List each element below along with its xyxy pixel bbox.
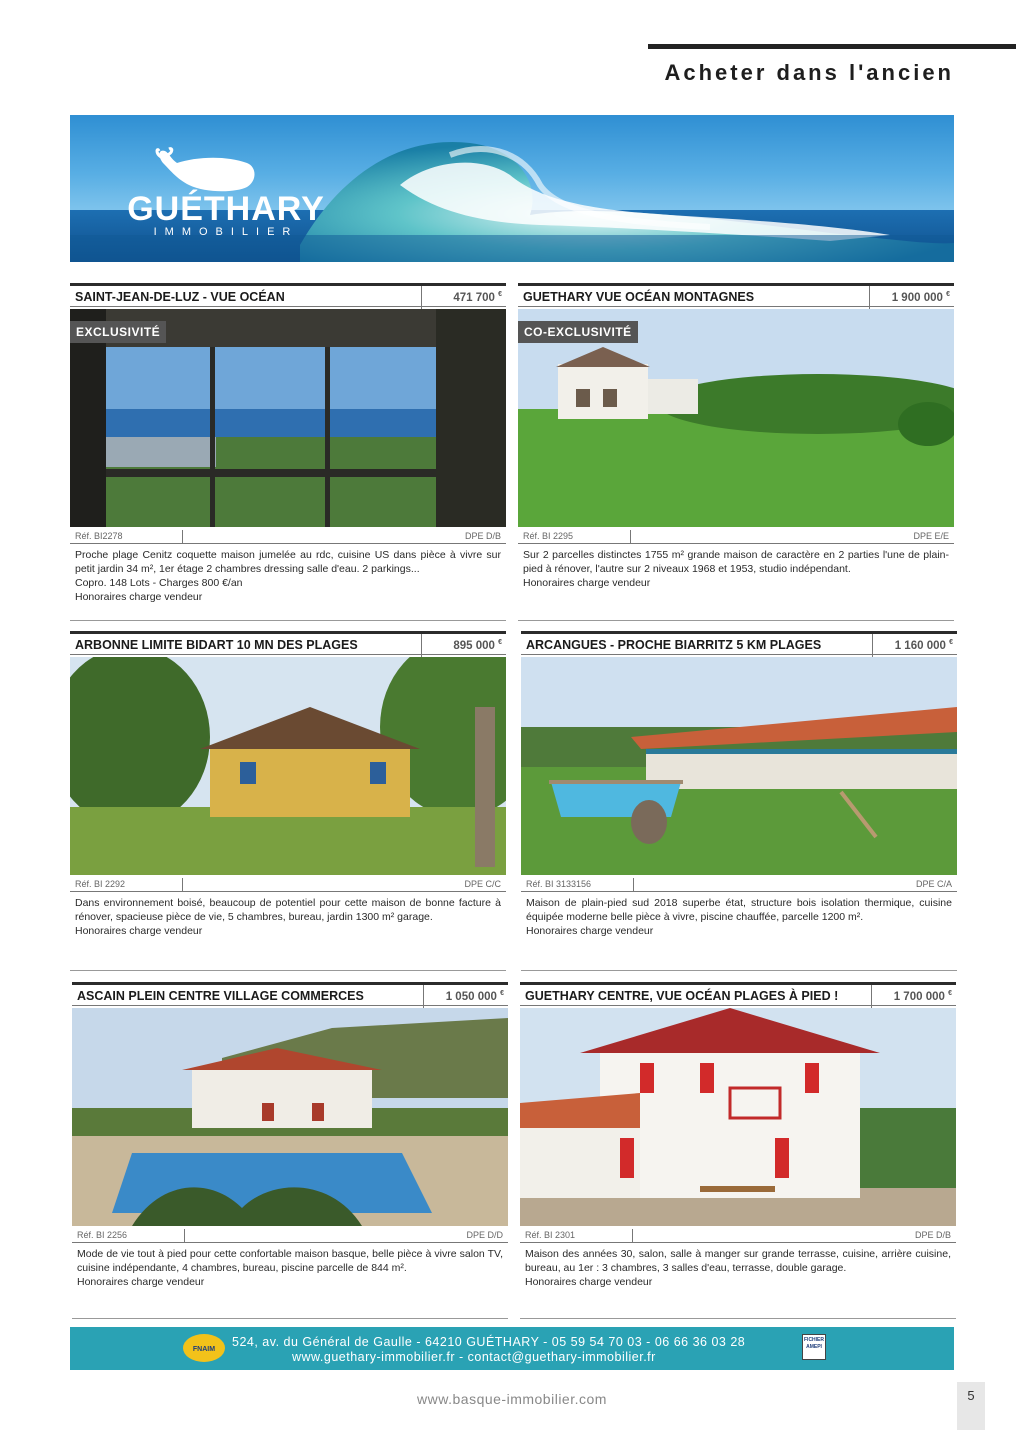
whale-logo-icon [155,145,259,195]
listing-description: Proche plage Cenitz coquette maison jumelée au rdc, cuisine US dans pièce à vivre sur petit jardin 34 m², 1er étage 2 chambres dressing salle d'eau. 2 parkings... Copro. 148 Lots - Charges 800 €/an Honoraires charge vendeur [75,549,501,603]
listing-description: Mode de vie tout à pied pour cette confortable maison basque, belle pièce à vivre salon TV, cuisine indépendante, 4 chambres, bureau, piscine parcelle de 844 m². Honoraires charge vendeur [77,1248,503,1288]
row-separator [518,620,954,621]
listing-photo[interactable] [70,309,506,527]
listing-title: ARBONNE LIMITE BIDART 10 MN DES PLAGES [75,638,358,652]
listing-photo[interactable] [72,1008,508,1226]
listing-description: Maison des années 30, salon, salle à manger sur grande terrasse, cuisine, arrière cuisine, bureau, au 1er : 3 chambres, 3 salles d'eau, terrasse, double garage. Honoraires charge vendeur [525,1248,951,1288]
listing-price: 1 700 000 € [893,990,952,1003]
listing-description: Maison de plain-pied sud 2018 superbe état, structure bois isolation thermique, cuisine équipée moderne belle pièce à vivre, piscine chauffée, parcelle 1200 m². Honoraires charge vendeur [526,897,952,937]
listing-dpe: DPE D/D [466,1230,503,1240]
listing-dpe: DPE D/B [914,1230,951,1240]
listing-title: GUETHARY CENTRE, VUE OCÉAN PLAGES À PIED ! [525,989,839,1003]
listing-title-bar [518,283,954,307]
listing-dpe: DPE D/B [464,531,501,541]
listing-card[interactable] [518,283,954,590]
listing-title-bar [520,982,956,1006]
listing-ref-row [70,528,506,544]
site-url[interactable]: www.basque-immobilier.com [417,1391,607,1407]
exclusivity-badge: EXCLUSIVITÉ [70,321,166,343]
listing-ref-row [70,876,506,892]
brand-logo [116,190,336,238]
listing-price: 471 700 € [453,291,502,304]
listing-ref: Réf. BI2278 [75,531,123,541]
listing-photo[interactable] [518,309,954,527]
listing-card[interactable] [521,631,957,938]
listing-photo[interactable] [521,657,957,875]
listing-ref: Réf. BI 3133156 [526,879,592,889]
listing-price: 1 900 000 € [891,291,950,304]
agency-web-contact[interactable]: www.guethary-immobilier.fr - contact@guethary-immobilier.fr [292,1350,656,1364]
listing-title: ARCANGUES - PROCHE BIARRITZ 5 KM PLAGES [526,638,822,652]
agency-contact-band [70,1327,954,1370]
svg-text:FNAIM: FNAIM [192,1346,216,1353]
section-title: Acheter dans l'ancien [664,60,954,85]
row-separator [70,970,506,971]
listing-title-bar [70,283,506,307]
listing-photo[interactable] [70,657,506,875]
listing-title: GUETHARY VUE OCÉAN MONTAGNES [523,290,755,304]
listing-title-bar [521,631,957,655]
listing-photo[interactable] [520,1008,956,1226]
brand-subtitle: IMMOBILIER [153,226,299,238]
listing-title-bar [72,982,508,1006]
brand-name: GUÉTHARY [127,190,325,228]
listing-title: SAINT-JEAN-DE-LUZ - VUE OCÉAN [75,290,285,304]
listing-price: 1 050 000 € [445,990,504,1003]
listing-price: 1 160 000 € [894,639,953,652]
row-separator [72,1318,508,1319]
listing-card[interactable] [70,631,506,938]
listing-title-bar [70,631,506,655]
row-separator [521,970,957,971]
fichier-amepi-logo: FICHIER AMEPI [802,1334,826,1360]
fnaim-logo-icon [182,1333,226,1363]
listing-ref-row [520,1227,956,1243]
listing-description: Dans environnement boisé, beaucoup de potentiel pour cette maison de bonne facture à rénover, spacieuse pièce de vie, 5 chambres, bureau, jardin 1300 m² garage. Honoraires charge vendeur [75,897,501,937]
listing-ref-row [72,1227,508,1243]
listing-dpe: DPE C/C [464,879,501,889]
listing-title: ASCAIN PLEIN CENTRE VILLAGE COMMERCES [77,989,364,1003]
row-separator [520,1318,956,1319]
listing-ref: Réf. BI 2292 [75,879,126,889]
row-separator [70,620,506,621]
listing-ref-row [521,876,957,892]
listing-ref: Réf. BI 2295 [523,531,574,541]
co-exclusivity-badge: CO-EXCLUSIVITÉ [518,321,638,343]
listing-ref-row [518,528,954,544]
listing-dpe: DPE C/A [915,879,952,889]
listing-dpe: DPE E/E [913,531,949,541]
listing-card[interactable] [72,982,508,1289]
listing-card[interactable] [70,283,506,604]
listing-description: Sur 2 parcelles distinctes 1755 m² grande maison de caractère en 2 parties l'une de plain-pied à rénover, l'autre sur 2 niveaux 1968 et 1953, studio indépendant. Honoraires charge vendeur [523,549,949,589]
page-number: 5 [957,1382,985,1430]
listing-price: 895 000 € [453,639,502,652]
listing-ref: Réf. BI 2256 [77,1230,128,1240]
listing-ref: Réf. BI 2301 [525,1230,576,1240]
header-rule [648,44,1016,49]
listing-card[interactable] [520,982,956,1289]
agency-address: 524, av. du Général de Gaulle - 64210 GUÉTHARY - 05 59 54 70 03 - 06 66 36 03 28 [232,1335,746,1349]
